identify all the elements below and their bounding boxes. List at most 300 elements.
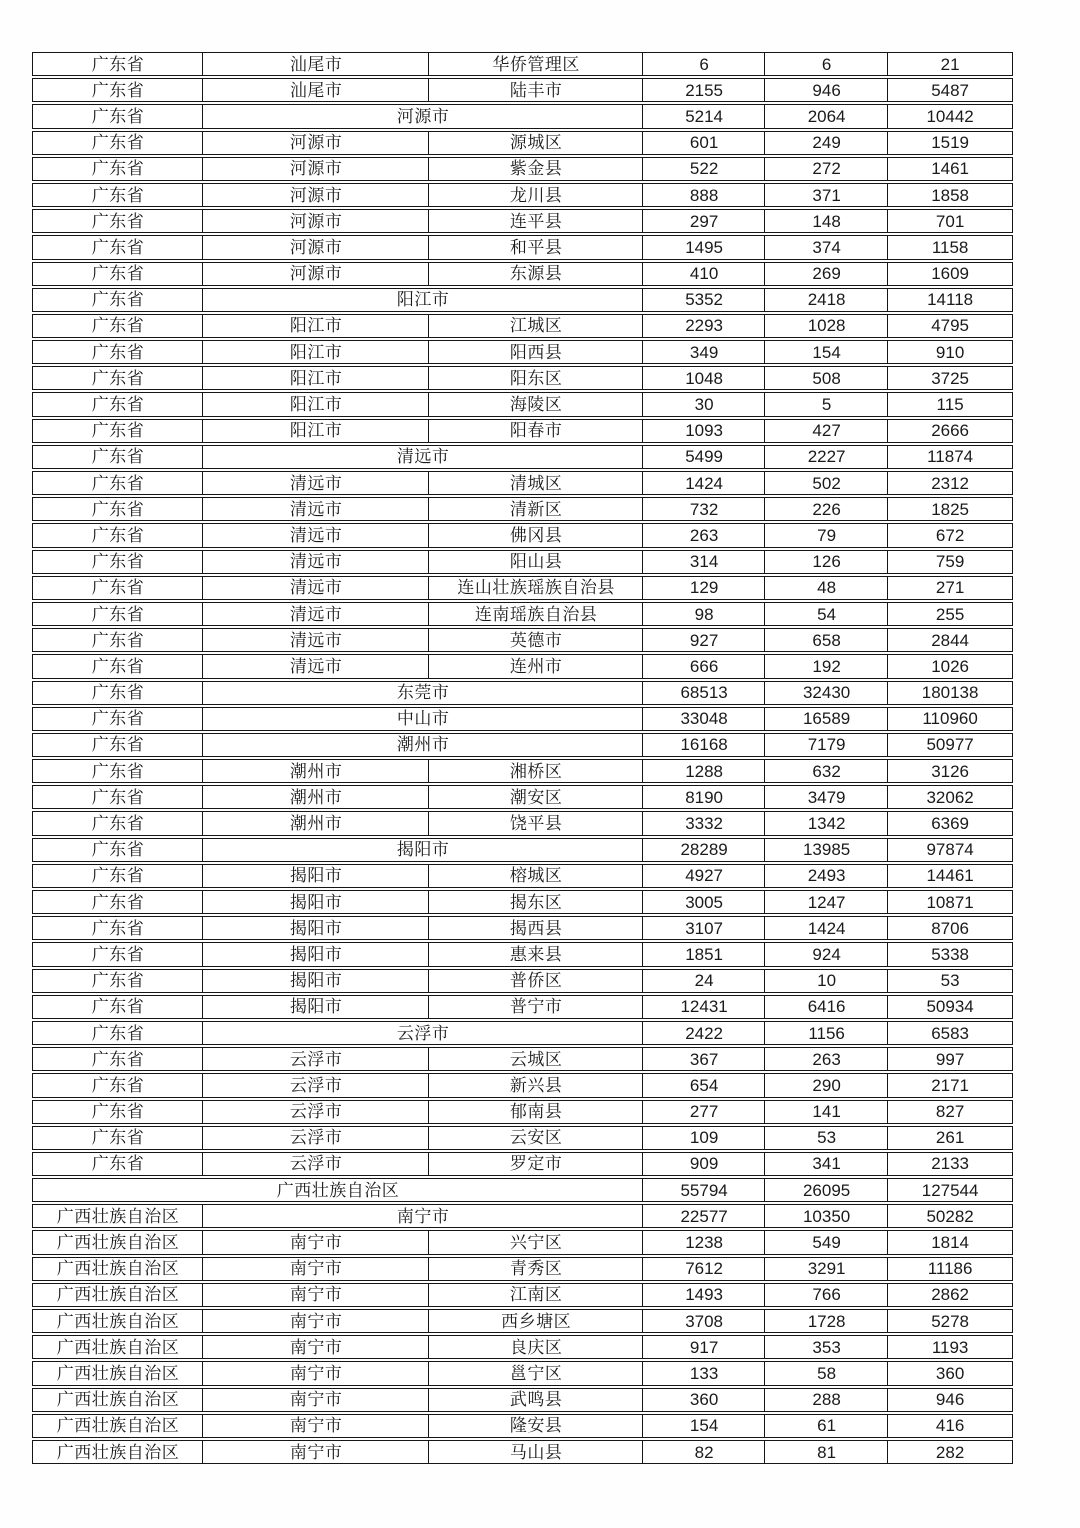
province-cell: 广东省	[32, 52, 204, 76]
value-cell: 28289	[642, 838, 766, 862]
city-cell: 河源市	[202, 209, 430, 233]
table-row	[32, 864, 1013, 888]
table-row	[32, 314, 1013, 338]
table-row	[32, 576, 1013, 600]
city-cell: 南宁市	[202, 1257, 430, 1281]
table-row	[32, 1230, 1013, 1254]
district-cell: 饶平县	[428, 811, 644, 835]
value-cell: 50977	[887, 733, 1013, 757]
value-cell: 11874	[887, 445, 1013, 469]
value-cell: 1342	[764, 811, 889, 835]
city-cell: 河源市	[202, 183, 430, 207]
value-cell: 1851	[642, 942, 766, 966]
province-cell: 广东省	[32, 942, 204, 966]
value-cell: 1158	[887, 235, 1013, 259]
province-cell: 广西壮族自治区	[32, 1283, 204, 1307]
value-cell: 827	[887, 1100, 1013, 1124]
value-cell: 141	[764, 1100, 889, 1124]
value-cell: 1728	[764, 1309, 889, 1333]
value-cell: 12431	[642, 995, 766, 1019]
value-cell: 13985	[764, 838, 889, 862]
value-cell: 2844	[887, 628, 1013, 652]
city-total-cell: 中山市	[202, 707, 644, 731]
value-cell: 54	[764, 602, 889, 626]
table-row	[32, 366, 1013, 390]
province-cell: 广东省	[32, 602, 204, 626]
value-cell: 14461	[887, 864, 1013, 888]
value-cell: 997	[887, 1047, 1013, 1071]
value-cell: 22577	[642, 1204, 766, 1228]
value-cell: 5278	[887, 1309, 1013, 1333]
value-cell: 50282	[887, 1204, 1013, 1228]
table-row	[32, 523, 1013, 547]
value-cell: 48	[764, 576, 889, 600]
value-cell: 261	[887, 1126, 1013, 1150]
table-row	[32, 1021, 1013, 1045]
value-cell: 21	[887, 52, 1013, 76]
value-cell: 2666	[887, 419, 1013, 443]
value-cell: 371	[764, 183, 889, 207]
city-cell: 南宁市	[202, 1440, 430, 1464]
district-cell: 潮安区	[428, 785, 644, 809]
value-cell: 3708	[642, 1309, 766, 1333]
value-cell: 282	[887, 1440, 1013, 1464]
city-cell: 清远市	[202, 628, 430, 652]
province-cell: 广西壮族自治区	[32, 1414, 204, 1438]
value-cell: 1238	[642, 1230, 766, 1254]
city-cell: 潮州市	[202, 785, 430, 809]
value-cell: 26095	[764, 1178, 889, 1202]
table-row	[32, 131, 1013, 155]
city-cell: 揭阳市	[202, 864, 430, 888]
value-cell: 8706	[887, 916, 1013, 940]
value-cell: 154	[764, 340, 889, 364]
value-cell: 1461	[887, 157, 1013, 181]
district-cell: 龙川县	[428, 183, 644, 207]
district-cell: 江城区	[428, 314, 644, 338]
city-cell: 揭阳市	[202, 916, 430, 940]
value-cell: 3107	[642, 916, 766, 940]
district-cell: 东源县	[428, 262, 644, 286]
city-cell: 河源市	[202, 157, 430, 181]
province-cell: 广东省	[32, 890, 204, 914]
city-cell: 清远市	[202, 602, 430, 626]
city-cell: 云浮市	[202, 1047, 430, 1071]
value-cell: 549	[764, 1230, 889, 1254]
value-cell: 192	[764, 654, 889, 678]
table-row	[32, 104, 1013, 128]
value-cell: 2418	[764, 288, 889, 312]
province-cell: 广东省	[32, 811, 204, 835]
table-row	[32, 602, 1013, 626]
value-cell: 927	[642, 628, 766, 652]
province-cell: 广西壮族自治区	[32, 1230, 204, 1254]
value-cell: 126	[764, 550, 889, 574]
province-cell: 广东省	[32, 183, 204, 207]
district-cell: 邕宁区	[428, 1361, 644, 1385]
value-cell: 79	[764, 523, 889, 547]
city-cell: 揭阳市	[202, 890, 430, 914]
province-cell: 广东省	[32, 1021, 204, 1045]
province-cell: 广东省	[32, 235, 204, 259]
table-row	[32, 262, 1013, 286]
table-row	[32, 654, 1013, 678]
province-cell: 广东省	[32, 759, 204, 783]
table-row	[32, 340, 1013, 364]
province-cell: 广东省	[32, 550, 204, 574]
district-cell: 罗定市	[428, 1152, 644, 1176]
city-cell: 阳江市	[202, 314, 430, 338]
value-cell: 522	[642, 157, 766, 181]
table-row	[32, 733, 1013, 757]
value-cell: 24	[642, 969, 766, 993]
value-cell: 1424	[764, 916, 889, 940]
table-row	[32, 1152, 1013, 1176]
table-row	[32, 1073, 1013, 1097]
district-cell: 普侨区	[428, 969, 644, 993]
value-cell: 353	[764, 1335, 889, 1359]
province-cell: 广东省	[32, 1152, 204, 1176]
province-cell: 广东省	[32, 864, 204, 888]
district-cell: 青秀区	[428, 1257, 644, 1281]
value-cell: 3126	[887, 759, 1013, 783]
value-cell: 288	[764, 1388, 889, 1412]
table-row	[32, 995, 1013, 1019]
province-cell: 广东省	[32, 497, 204, 521]
city-cell: 潮州市	[202, 759, 430, 783]
value-cell: 2493	[764, 864, 889, 888]
value-cell: 427	[764, 419, 889, 443]
table-row	[32, 785, 1013, 809]
district-cell: 江南区	[428, 1283, 644, 1307]
value-cell: 5487	[887, 78, 1013, 102]
value-cell: 946	[887, 1388, 1013, 1412]
city-total-cell: 清远市	[202, 445, 644, 469]
value-cell: 81	[764, 1440, 889, 1464]
value-cell: 98	[642, 602, 766, 626]
value-cell: 4927	[642, 864, 766, 888]
value-cell: 1519	[887, 131, 1013, 155]
province-cell: 广东省	[32, 340, 204, 364]
province-cell: 广东省	[32, 392, 204, 416]
table-row	[32, 759, 1013, 783]
city-cell: 南宁市	[202, 1283, 430, 1307]
city-cell: 云浮市	[202, 1152, 430, 1176]
province-cell: 广西壮族自治区	[32, 1388, 204, 1412]
value-cell: 272	[764, 157, 889, 181]
value-cell: 732	[642, 497, 766, 521]
table-row	[32, 1126, 1013, 1150]
table-row	[32, 1388, 1013, 1412]
province-cell: 广西壮族自治区	[32, 1204, 204, 1228]
value-cell: 53	[887, 969, 1013, 993]
table-row	[32, 942, 1013, 966]
district-cell: 郁南县	[428, 1100, 644, 1124]
province-cell: 广东省	[32, 419, 204, 443]
value-cell: 1247	[764, 890, 889, 914]
province-cell: 广东省	[32, 681, 204, 705]
district-cell: 连山壮族瑶族自治县	[428, 576, 644, 600]
city-cell: 清远市	[202, 576, 430, 600]
value-cell: 3332	[642, 811, 766, 835]
province-cell: 广东省	[32, 969, 204, 993]
value-cell: 1048	[642, 366, 766, 390]
value-cell: 269	[764, 262, 889, 286]
district-cell: 榕城区	[428, 864, 644, 888]
value-cell: 1156	[764, 1021, 889, 1045]
table-row	[32, 1361, 1013, 1385]
district-cell: 阳西县	[428, 340, 644, 364]
value-cell: 61	[764, 1414, 889, 1438]
value-cell: 154	[642, 1414, 766, 1438]
value-cell: 1193	[887, 1335, 1013, 1359]
value-cell: 666	[642, 654, 766, 678]
value-cell: 410	[642, 262, 766, 286]
value-cell: 909	[642, 1152, 766, 1176]
value-cell: 5214	[642, 104, 766, 128]
value-cell: 263	[764, 1047, 889, 1071]
value-cell: 297	[642, 209, 766, 233]
table-row	[32, 497, 1013, 521]
province-cell: 广东省	[32, 445, 204, 469]
district-cell: 阳春市	[428, 419, 644, 443]
value-cell: 917	[642, 1335, 766, 1359]
table-row	[32, 392, 1013, 416]
value-cell: 701	[887, 209, 1013, 233]
province-cell: 广东省	[32, 471, 204, 495]
value-cell: 2155	[642, 78, 766, 102]
table-row	[32, 419, 1013, 443]
city-total-cell: 南宁市	[202, 1204, 644, 1228]
table-row	[32, 550, 1013, 574]
value-cell: 508	[764, 366, 889, 390]
city-cell: 揭阳市	[202, 942, 430, 966]
province-cell: 广东省	[32, 78, 204, 102]
city-cell: 南宁市	[202, 1335, 430, 1359]
table-row	[32, 52, 1013, 76]
province-cell: 广东省	[32, 628, 204, 652]
value-cell: 3725	[887, 366, 1013, 390]
value-cell: 416	[887, 1414, 1013, 1438]
table-row	[32, 78, 1013, 102]
table-row	[32, 1100, 1013, 1124]
city-cell: 南宁市	[202, 1388, 430, 1412]
table-row	[32, 445, 1013, 469]
value-cell: 110960	[887, 707, 1013, 731]
table-row	[32, 1283, 1013, 1307]
value-cell: 6369	[887, 811, 1013, 835]
city-cell: 南宁市	[202, 1309, 430, 1333]
value-cell: 349	[642, 340, 766, 364]
city-cell: 阳江市	[202, 340, 430, 364]
value-cell: 2293	[642, 314, 766, 338]
province-cell: 广西壮族自治区	[32, 1335, 204, 1359]
province-cell: 广西壮族自治区	[32, 1440, 204, 1464]
city-cell: 清远市	[202, 497, 430, 521]
value-cell: 226	[764, 497, 889, 521]
value-cell: 6	[764, 52, 889, 76]
table-row	[32, 1204, 1013, 1228]
province-cell: 广东省	[32, 209, 204, 233]
value-cell: 1288	[642, 759, 766, 783]
value-cell: 367	[642, 1047, 766, 1071]
value-cell: 3005	[642, 890, 766, 914]
city-total-cell: 东莞市	[202, 681, 644, 705]
province-cell: 广西壮族自治区	[32, 1257, 204, 1281]
province-cell: 广东省	[32, 262, 204, 286]
province-cell: 广东省	[32, 995, 204, 1019]
value-cell: 946	[764, 78, 889, 102]
district-cell: 新兴县	[428, 1073, 644, 1097]
value-cell: 133	[642, 1361, 766, 1385]
value-cell: 290	[764, 1073, 889, 1097]
value-cell: 1028	[764, 314, 889, 338]
province-cell: 广东省	[32, 523, 204, 547]
value-cell: 910	[887, 340, 1013, 364]
province-cell: 广东省	[32, 576, 204, 600]
value-cell: 11186	[887, 1257, 1013, 1281]
statistics-table	[32, 52, 1013, 1464]
value-cell: 502	[764, 471, 889, 495]
city-cell: 清远市	[202, 471, 430, 495]
value-cell: 58	[764, 1361, 889, 1385]
value-cell: 68513	[642, 681, 766, 705]
city-cell: 阳江市	[202, 419, 430, 443]
value-cell: 7612	[642, 1257, 766, 1281]
province-cell: 广东省	[32, 314, 204, 338]
city-cell: 南宁市	[202, 1361, 430, 1385]
province-cell: 广西壮族自治区	[32, 1361, 204, 1385]
value-cell: 6	[642, 52, 766, 76]
value-cell: 5499	[642, 445, 766, 469]
table-row	[32, 811, 1013, 835]
city-cell: 阳江市	[202, 392, 430, 416]
city-cell: 潮州市	[202, 811, 430, 835]
value-cell: 82	[642, 1440, 766, 1464]
district-cell: 阳东区	[428, 366, 644, 390]
value-cell: 2227	[764, 445, 889, 469]
district-cell: 武鸣县	[428, 1388, 644, 1412]
district-cell: 湘桥区	[428, 759, 644, 783]
district-cell: 马山县	[428, 1440, 644, 1464]
table-row	[32, 1178, 1013, 1202]
value-cell: 271	[887, 576, 1013, 600]
value-cell: 3479	[764, 785, 889, 809]
value-cell: 97874	[887, 838, 1013, 862]
province-cell: 广东省	[32, 131, 204, 155]
value-cell: 16589	[764, 707, 889, 731]
value-cell: 55794	[642, 1178, 766, 1202]
value-cell: 766	[764, 1283, 889, 1307]
value-cell: 374	[764, 235, 889, 259]
province-cell: 广东省	[32, 707, 204, 731]
province-cell: 广东省	[32, 366, 204, 390]
district-cell: 隆安县	[428, 1414, 644, 1438]
value-cell: 1493	[642, 1283, 766, 1307]
value-cell: 16168	[642, 733, 766, 757]
city-cell: 南宁市	[202, 1414, 430, 1438]
city-cell: 阳江市	[202, 366, 430, 390]
value-cell: 249	[764, 131, 889, 155]
city-cell: 云浮市	[202, 1073, 430, 1097]
value-cell: 180138	[887, 681, 1013, 705]
value-cell: 53	[764, 1126, 889, 1150]
city-cell: 汕尾市	[202, 78, 430, 102]
value-cell: 4795	[887, 314, 1013, 338]
value-cell: 2312	[887, 471, 1013, 495]
district-cell: 连平县	[428, 209, 644, 233]
value-cell: 148	[764, 209, 889, 233]
city-total-cell: 云浮市	[202, 1021, 644, 1045]
value-cell: 1093	[642, 419, 766, 443]
province-cell: 广东省	[32, 838, 204, 862]
district-cell: 云安区	[428, 1126, 644, 1150]
value-cell: 33048	[642, 707, 766, 731]
value-cell: 6583	[887, 1021, 1013, 1045]
table-row	[32, 969, 1013, 993]
district-cell: 惠来县	[428, 942, 644, 966]
district-cell: 海陵区	[428, 392, 644, 416]
city-cell: 云浮市	[202, 1126, 430, 1150]
district-cell: 良庆区	[428, 1335, 644, 1359]
district-cell: 源城区	[428, 131, 644, 155]
value-cell: 10871	[887, 890, 1013, 914]
value-cell: 1825	[887, 497, 1013, 521]
district-cell: 清城区	[428, 471, 644, 495]
city-total-cell: 河源市	[202, 104, 644, 128]
province-cell: 广东省	[32, 1073, 204, 1097]
province-cell: 广东省	[32, 733, 204, 757]
value-cell: 30	[642, 392, 766, 416]
city-total-cell: 阳江市	[202, 288, 644, 312]
table-row	[32, 1257, 1013, 1281]
value-cell: 5	[764, 392, 889, 416]
city-cell: 云浮市	[202, 1100, 430, 1124]
value-cell: 10	[764, 969, 889, 993]
value-cell: 360	[642, 1388, 766, 1412]
city-cell: 河源市	[202, 235, 430, 259]
value-cell: 115	[887, 392, 1013, 416]
value-cell: 10350	[764, 1204, 889, 1228]
value-cell: 32430	[764, 681, 889, 705]
value-cell: 658	[764, 628, 889, 652]
value-cell: 924	[764, 942, 889, 966]
value-cell: 255	[887, 602, 1013, 626]
city-total-cell: 揭阳市	[202, 838, 644, 862]
district-cell: 云城区	[428, 1047, 644, 1071]
province-cell: 广东省	[32, 157, 204, 181]
value-cell: 654	[642, 1073, 766, 1097]
value-cell: 8190	[642, 785, 766, 809]
district-cell: 和平县	[428, 235, 644, 259]
city-cell: 揭阳市	[202, 995, 430, 1019]
value-cell: 888	[642, 183, 766, 207]
table-row	[32, 916, 1013, 940]
district-cell: 普宁市	[428, 995, 644, 1019]
province-cell: 广东省	[32, 916, 204, 940]
value-cell: 127544	[887, 1178, 1013, 1202]
value-cell: 10442	[887, 104, 1013, 128]
city-cell: 清远市	[202, 523, 430, 547]
district-cell: 清新区	[428, 497, 644, 521]
value-cell: 3291	[764, 1257, 889, 1281]
province-cell: 广东省	[32, 1100, 204, 1124]
value-cell: 277	[642, 1100, 766, 1124]
value-cell: 314	[642, 550, 766, 574]
value-cell: 759	[887, 550, 1013, 574]
province-cell: 广东省	[32, 785, 204, 809]
value-cell: 129	[642, 576, 766, 600]
